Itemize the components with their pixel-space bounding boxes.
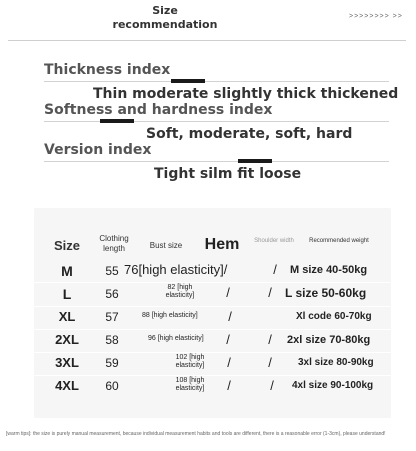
row-separator xyxy=(34,375,391,376)
table-cell-size: 4XL xyxy=(55,378,79,393)
header-bust-size: Bust size xyxy=(149,241,183,250)
header-hem: Hem xyxy=(204,236,240,253)
table-cell-hem: / xyxy=(226,332,230,347)
version-label: Version index xyxy=(44,142,152,158)
version-marker xyxy=(238,159,272,163)
table-cell-weight: L size 50-60kg xyxy=(285,286,367,300)
table-cell-hem: / xyxy=(227,355,231,370)
header-divider xyxy=(8,40,406,41)
table-cell-hem: / xyxy=(228,309,232,324)
row-separator xyxy=(34,329,391,330)
table-cell-length: 55 xyxy=(105,264,119,278)
header-shoulder-width: Shoulder width xyxy=(254,238,294,244)
thickness-rail xyxy=(44,81,389,82)
table-cell-shoulder: / xyxy=(273,262,277,277)
table-cell-shoulder: / xyxy=(268,355,272,370)
table-cell-size: 3XL xyxy=(55,355,79,370)
thickness-label: Thickness index xyxy=(44,62,171,78)
softness-scale: Soft, moderate, soft, hard xyxy=(146,126,353,142)
table-cell-size: L xyxy=(62,286,72,302)
table-cell-weight: M size 40-50kg xyxy=(290,264,368,276)
row-separator xyxy=(34,306,391,307)
page-title: Size recommendation xyxy=(112,4,218,31)
version-rail xyxy=(44,161,389,162)
table-cell-size: 2XL xyxy=(55,332,79,347)
softness-rail xyxy=(44,121,389,122)
table-cell-length: 58 xyxy=(105,333,119,347)
table-cell-shoulder: / xyxy=(268,332,272,347)
table-cell-length: 56 xyxy=(105,287,119,301)
table-cell-shoulder: / xyxy=(270,378,274,393)
table-cell-weight: Xl code 60-70kg xyxy=(296,311,372,322)
table-cell-bust: 76[high elasticity]/ xyxy=(124,262,228,277)
table-cell-bust: 108 [high elasticity] xyxy=(175,377,205,392)
decorative-arrows: >>>>>>>> >> xyxy=(349,13,403,20)
table-cell-weight: 2xl size 70-80kg xyxy=(287,334,371,346)
row-separator xyxy=(34,282,391,283)
table-cell-size: M xyxy=(61,263,73,279)
table-cell-weight: 3xl size 80-90kg xyxy=(298,357,374,368)
version-scale: Tight silm fit loose xyxy=(154,166,302,182)
table-cell-length: 60 xyxy=(105,379,119,393)
table-cell-length: 59 xyxy=(105,356,119,370)
table-cell-length: 57 xyxy=(105,310,119,324)
header-recommended-weight: Recommended weight xyxy=(309,238,369,244)
warm-tips-note: [warm tips]: the size is purely manual measurement, because individual measurement habits and tools are different, there is a reasonable error (1-3cm), please understand! xyxy=(6,431,386,437)
table-cell-bust: 88 [high elasticity] xyxy=(142,312,198,319)
table-cell-bust: 82 [high elasticity] xyxy=(165,284,195,299)
header-size: Size xyxy=(53,238,80,253)
table-cell-bust: 102 [high elasticity] xyxy=(175,354,205,369)
table-cell-hem: / xyxy=(227,378,231,393)
softness-label: Softness and hardness index xyxy=(44,102,273,118)
table-cell-hem: / xyxy=(226,285,230,300)
thickness-scale: Thin moderate slightly thick thickened xyxy=(93,86,399,102)
table-cell-size: XL xyxy=(58,309,76,324)
table-cell-shoulder: / xyxy=(268,285,272,300)
header-clothing-length: Clothing length xyxy=(99,234,129,253)
row-separator xyxy=(34,352,391,353)
table-cell-weight: 4xl size 90-100kg xyxy=(292,380,374,391)
table-cell-bust: 96 [high elasticity] xyxy=(148,335,204,342)
softness-marker xyxy=(100,119,134,123)
thickness-marker xyxy=(171,79,205,83)
